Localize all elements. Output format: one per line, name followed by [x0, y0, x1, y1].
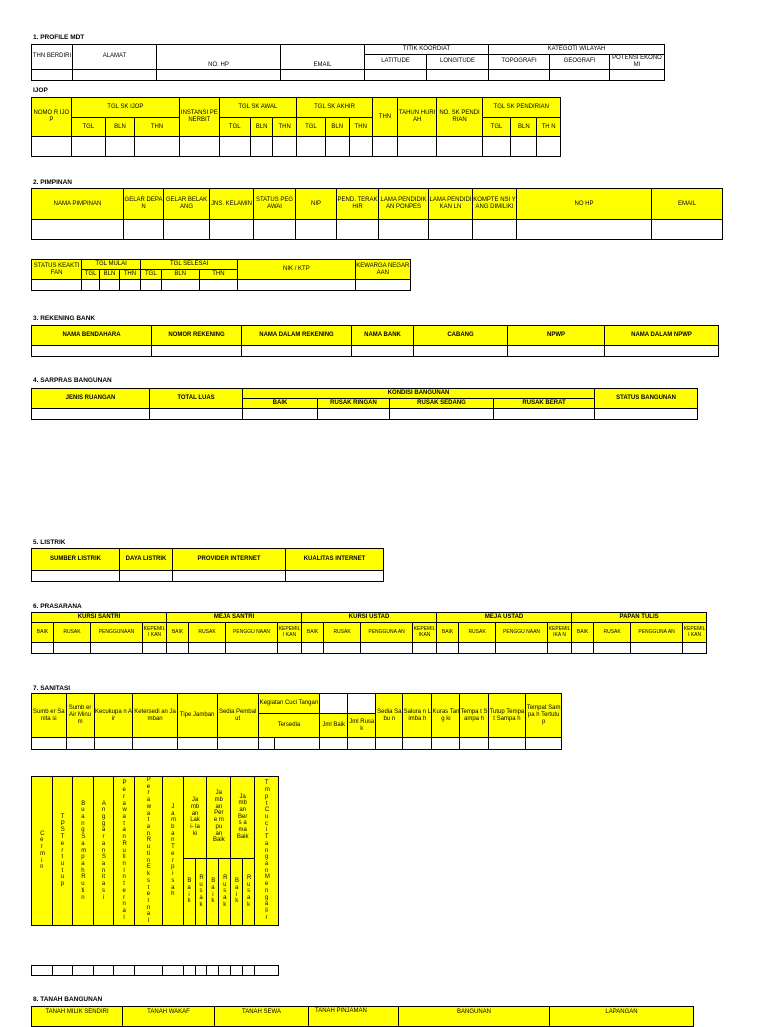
header-jamban-bersama: Jamb an Bers ama Baik — [231, 777, 255, 859]
sub-rusak: Rusak — [195, 858, 207, 925]
sub-tgl: TGL — [296, 118, 325, 137]
header-nama-bank: NAMA BANK — [352, 326, 414, 346]
header-tps-tertutup: TP S Ter tut up — [52, 777, 73, 926]
header-thn: THN — [373, 98, 398, 137]
header-cabang: CABANG — [414, 326, 508, 346]
header-kompetensi: KOMPTE NSI YANG DIMILIKI — [473, 189, 517, 220]
sub-header: RUSAK — [459, 623, 496, 643]
header-bangunan: BANGUNAN — [399, 1007, 550, 1027]
sub-bln: BLN — [325, 118, 349, 137]
header-tgl-sk-awal: TGL SK AWAL — [219, 98, 296, 118]
sanitasi-table — [31, 693, 562, 750]
sub-header: PENGGU NAAN — [496, 623, 548, 643]
header-kecukupan-air: Kecukupa n Air — [94, 694, 133, 738]
header-nama-dalam-npwp: NAMA DALAM NPWP — [605, 326, 719, 346]
header-status-bangunan: STATUS BANGUNAN — [595, 389, 698, 409]
header-no-sk-pendirian: NO. SK PENDIRIAN — [437, 98, 482, 137]
sub-header: BAIK — [437, 623, 459, 643]
section-title-tanah-bangunan: 8. TANAH BANGUNAN — [33, 996, 103, 1003]
header-thn-berdiri: THN BERDIRI — [32, 45, 73, 70]
header-cermin: Ce r mi n — [32, 777, 53, 926]
sub-baik: Baik — [231, 858, 243, 925]
header-nip: NIP — [296, 189, 337, 220]
header-saluran-limbah: Salura n Limba h — [403, 694, 432, 738]
header-gelar-belakang: GELAR BELAKANG — [164, 189, 210, 220]
section-title-rekening: 3. REKENING BANK — [33, 315, 96, 322]
header-no-hp: NO HP — [517, 189, 652, 220]
sub-rusak-ringan: RUSAK RINGAN — [318, 399, 390, 409]
sub-header: RUSAK — [189, 623, 226, 643]
header-group-3: MEJA USTAD — [437, 613, 572, 623]
header-latitude: LATITUDE — [365, 55, 427, 70]
header-jamban-laki-laki: Jamb an Laki- laki — [183, 777, 207, 859]
header-alamat: ALAMAT — [73, 45, 157, 70]
listrik-table — [31, 548, 384, 582]
header-group-2: KURSI USTAD — [302, 613, 437, 623]
header-jml-rusak: Jml Rusak — [348, 714, 376, 738]
sub-baik: BAIK — [243, 399, 318, 409]
sub-header: KEPEMILI KAN — [143, 623, 167, 643]
header-nama-pimpinan: NAMA PIMPINAN — [32, 189, 124, 220]
header-no-hp: NO. HP — [157, 45, 281, 70]
section-title-prasarana: 6. PRASARANA — [33, 603, 82, 610]
sub-thn: TH N — [537, 118, 561, 137]
header-gelar-depan: GELAR DEPAN — [124, 189, 164, 220]
header-jenis-kelamin: JNS. KELAMIN — [210, 189, 254, 220]
sub-thn: THN — [119, 270, 140, 280]
sanitasi-detail-table — [31, 776, 279, 926]
section-title-listrik: 5. LISTRIK — [33, 539, 66, 546]
header-sedia-sabun: Sedia Sabu n — [376, 694, 403, 738]
header-buang-sampah-rutin: Bu an g Sa m pa h Ru tin — [73, 777, 94, 926]
sub-rusak: Rusak — [243, 858, 255, 925]
header-lama-pendidikan-ln: LAMA PENDIDIKAN LN — [429, 189, 473, 220]
sarpras-table — [31, 388, 698, 420]
sub-header: BAIK — [167, 623, 189, 643]
profile-table — [31, 44, 665, 81]
sub-header: BAIK — [32, 623, 54, 643]
blank-header-cell — [348, 694, 376, 714]
header-nomor-ijop: NOMO R IJOP — [32, 98, 72, 137]
sub-header: PENGGUNAAN — [91, 623, 143, 643]
sub-header: RUSAK — [324, 623, 361, 643]
header-jamban-terpisah: Ja mb an Ter pis ah — [163, 777, 184, 926]
header-status-pegawai: STATUS PEGAWAI — [254, 189, 296, 220]
sub-rusak-berat: RUSAK BERAT — [494, 399, 595, 409]
header-tanah-pinjaman: TANAH PINJAMAN — [309, 1007, 399, 1027]
input-row[interactable] — [32, 643, 707, 654]
header-tanah-sewa: TANAH SEWA — [215, 1007, 309, 1027]
header-anggaran-sanitasi: Ang gar an San itas i — [93, 777, 114, 926]
header-geografi: GEOGRAFI — [550, 55, 610, 70]
header-group-0: KURSI SANTRI — [32, 613, 167, 623]
header-kondisi-bangunan: KONDISI BANGUNAN — [243, 389, 595, 399]
sanitasi-input-table — [31, 965, 279, 976]
sub-tgl: TGL — [219, 118, 250, 137]
header-tipe-jamban: Tipe Jamban — [177, 694, 217, 738]
sub-header: RUSAK — [594, 623, 631, 643]
header-email: EMAIL — [652, 189, 723, 220]
header-tgl-sk-pendirian: TGL SK PENDIRIAN — [482, 98, 560, 118]
header-kualitas-internet: KUALITAS INTERNET — [286, 549, 384, 571]
label-baik: Baik — [213, 837, 225, 844]
header-pend-terakhir: PEND. TERAKHIR — [337, 189, 379, 220]
sub-rusak-sedang: RUSAK SEDANG — [390, 399, 494, 409]
sub-bln: BLN — [161, 270, 199, 280]
sub-bln: BLN — [106, 118, 135, 137]
header-nik-ktp: NIK / KTP — [238, 260, 355, 280]
header-daya-listrik: DAYA LISTRIK — [120, 549, 173, 571]
sub-header: KEPEMILI KAN — [683, 623, 707, 643]
sub-header: KEPEMILI KAN — [278, 623, 302, 643]
input-row[interactable] — [32, 409, 698, 420]
label-baik: Baik — [236, 834, 249, 841]
header-provider-internet: PROVIDER INTERNET — [173, 549, 286, 571]
sub-baik: Baik — [183, 858, 195, 925]
input-row[interactable] — [32, 280, 411, 291]
input-row[interactable] — [32, 346, 719, 357]
header-tempat-cuci-tangan-mengalir: Tm pt Cu ci Ta ng an Me ng alir — [255, 777, 279, 926]
sub-thn: THN — [199, 270, 238, 280]
header-tgl-selesai: TGL SELESAI — [140, 260, 237, 270]
header-kuras-tangki: Kuras Tang ki — [432, 694, 460, 738]
header-tgl-mulai: TGL MULAI — [82, 260, 141, 270]
blank-header-cell — [320, 694, 348, 714]
sub-bln: BLN — [250, 118, 273, 137]
sub-rusak: Rusak — [219, 858, 231, 925]
header-group-1: MEJA SANTRI — [167, 613, 302, 623]
header-group-4: PAPAN TULIS — [572, 613, 707, 623]
sub-header: RUSAK — [54, 623, 91, 643]
pimpinan-status-table — [31, 259, 411, 291]
header-sedia-pembalut: Sedia Pembal ut — [217, 694, 258, 738]
header-sumber-air-minum: Sumb er Air Minu m — [66, 694, 94, 738]
header-kegiatan-cuci-tangan: Kegiatan Cuci Tangan — [258, 694, 320, 714]
header-lapangan: LAPANGAN — [550, 1007, 694, 1027]
header-titik-koordinat: TITIK KOORDIAT — [365, 45, 489, 55]
sub-bln: BLN — [511, 118, 537, 137]
header-tutup-tempat-sampah: Tutup Tempa t Sampa h — [488, 694, 526, 738]
sub-bln: BLN — [100, 270, 120, 280]
input-row[interactable] — [32, 738, 562, 750]
header-nama-bendahara: NAMA BENDAHARA — [32, 326, 152, 346]
rekening-table — [31, 325, 719, 357]
header-jamban-perempuan: Jamb an Pere mpu an Baik — [207, 777, 231, 859]
header-npwp: NPWP — [508, 326, 605, 346]
header-tempat-sampah-tertutup: Tempat Sampa h Tertutu p — [526, 694, 562, 738]
sub-tgl: TGL — [482, 118, 511, 137]
sub-header: BAIK — [572, 623, 594, 643]
header-perawatan-eksternal: Pera wat an Ruti n Ekst ern al — [134, 777, 162, 926]
header-tahun-huriah: TAHUN HURIAH — [397, 98, 437, 137]
header-tanah-wakaf: TANAH WAKAF — [123, 1007, 215, 1027]
section-title-sarpras: 4. SARPRAS BANGUNAN — [33, 377, 112, 384]
section-title-profile: 1. PROFILE MDT — [33, 34, 85, 41]
sub-thn: THN — [134, 118, 179, 137]
input-row[interactable] — [32, 571, 384, 582]
ijop-table — [31, 97, 561, 157]
sub-thn: THN — [349, 118, 373, 137]
pimpinan-table — [31, 188, 723, 240]
sub-header: KEPEMIL IKAN — [413, 623, 437, 643]
header-tgl-sk-ijop: TGL SK IJOP — [71, 98, 179, 118]
header-email: EMAIL — [281, 45, 365, 70]
header-kewarganegaraan: KEWARGA NEGARAAN — [355, 260, 411, 280]
header-nomor-rekening: NOMOR REKENING — [152, 326, 242, 346]
header-tgl-sk-akhir: TGL SK AKHIR — [296, 98, 372, 118]
header-sumber-listrik: SUMBER LISTRIK — [32, 549, 120, 571]
header-total-luas: TOTAL LUAS — [150, 389, 243, 409]
header-tempat-sampah: Tempa t Sampa h — [460, 694, 488, 738]
section-title-pimpinan: 2. PIMPINAN — [33, 179, 73, 186]
header-instansi-penerbit: INSTANSI PENERBIT — [180, 98, 220, 137]
sub-header: PENGGUNA AN — [361, 623, 413, 643]
header-lama-pendidikan-ponpes: LAMA PENDIDIKAN PONPES — [379, 189, 429, 220]
sub-tgl: TGL — [140, 270, 161, 280]
input-row[interactable] — [32, 966, 279, 976]
header-status-keaktifan: STATUS KEAKTIFAN — [32, 260, 82, 280]
input-row[interactable] — [32, 69, 665, 80]
header-ketersediaan-jamban: Ketersedi an Jamban — [133, 694, 177, 738]
section-title-sanitasi: 7. SANITASI — [33, 685, 71, 692]
header-jenis-ruangan: JENIS RUANGAN — [32, 389, 150, 409]
sub-tgl: TGL — [71, 118, 105, 137]
input-row[interactable] — [32, 220, 723, 240]
header-sumber-sanitasi: Sumb er Sanita si — [32, 694, 67, 738]
header-tersedia: Tersedia — [258, 714, 320, 738]
sub-thn: THN — [273, 118, 297, 137]
header-potensi-ekonomi: POTENSI EKONOMI — [610, 55, 665, 70]
input-row[interactable] — [32, 137, 561, 157]
header-perawatan-internal: Pera wat an Ruti n Inte rnal — [114, 777, 135, 926]
header-longitude: LONGITUDE — [427, 55, 489, 70]
sub-tgl: TGL — [82, 270, 100, 280]
sub-baik: Baik — [207, 858, 219, 925]
prasarana-table — [31, 612, 707, 654]
header-tanah-milik-sendiri: TANAH MILIK SENDIRI — [32, 1007, 123, 1027]
sub-header: KEPEMILIKA N — [548, 623, 572, 643]
header-nama-dalam-rekening: NAMA DALAM REKENING — [242, 326, 352, 346]
section-title-ijop: IJOP — [33, 87, 48, 94]
sub-header: BAIK — [302, 623, 324, 643]
header-jml-baik: Jml Baik — [320, 714, 348, 738]
header-topografi: TOPOGRAFI — [489, 55, 550, 70]
header-kategori-wilayah: KATEGOTI WILAYAH — [489, 45, 665, 55]
sub-header: PENGGUNA AN — [631, 623, 683, 643]
sub-header: PENGGU NAAN — [226, 623, 278, 643]
